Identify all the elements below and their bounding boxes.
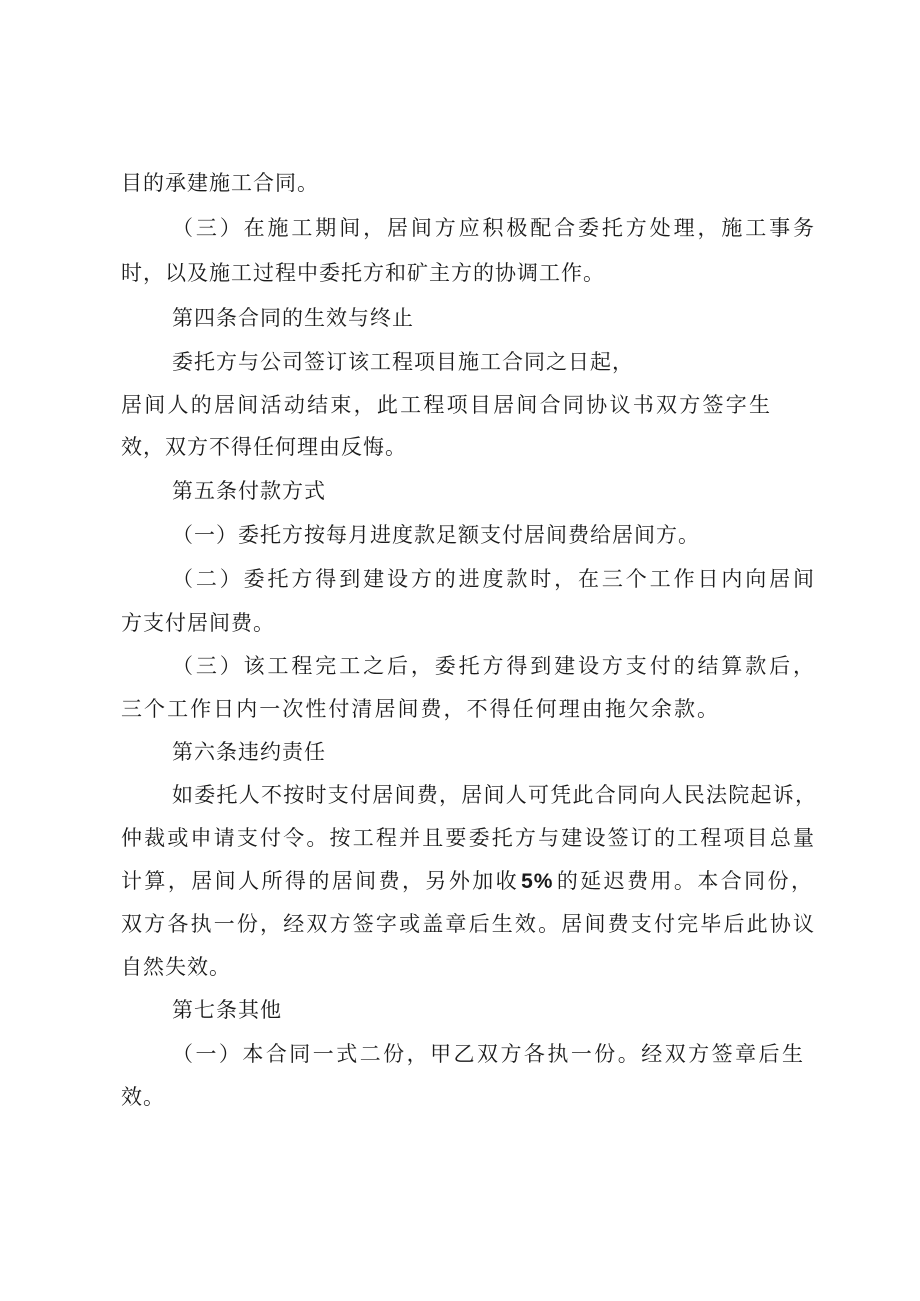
text-line-21: （一）本合同一式二份，甲乙双方各执一份。经双方签章后生: [172, 1042, 804, 1066]
text-line-11: 方支付居间费。: [121, 611, 275, 635]
text-line-5: 委托方与公司签订该工程项目施工合同之日起，: [172, 350, 634, 374]
text-line-17-percent: 5%: [521, 870, 554, 893]
section-heading-5: 第五条付款方式: [172, 479, 326, 503]
text-line-9: （一）委托方按每月进度款足额支付居间费给居间方。: [172, 523, 700, 547]
section-heading-6: 第六条违约责任: [172, 740, 326, 764]
text-line-17-part-b: 的延迟费用。本合同份，: [555, 869, 814, 893]
text-line-13: 三个工作日内一次性付清居间费，不得任何理由拖欠余款。: [121, 697, 719, 721]
text-line-1: 目的承建施工合同。: [121, 171, 319, 195]
text-line-17: [121, 866, 813, 897]
text-line-10: （二）委托方得到建设方的进度款时，在三个工作日内向居间: [172, 567, 815, 591]
text-line-18: 双方各执一份，经双方签字或盖章后生效。居间费支付完毕后此协议: [121, 912, 815, 936]
section-heading-4: 第四条合同的生效与终止: [172, 306, 414, 330]
text-line-16: 仲裁或申请支付令。按工程并且要委托方与建设签订的工程项目总量: [121, 826, 815, 850]
text-line-7: 效，双方不得任何理由反悔。: [121, 435, 407, 459]
text-line-19: 自然失效。: [121, 955, 231, 979]
text-line-12: （三）该工程完工之后，委托方得到建设方支付的结算款后，: [172, 654, 815, 678]
section-heading-7: 第七条其他: [172, 998, 282, 1022]
text-line-3: 时，以及施工过程中委托方和矿主方的协调工作。: [121, 261, 605, 285]
text-line-15: 如委托人不按时支付居间费，居间人可凭此合同向人民法院起诉，: [172, 783, 817, 807]
text-line-2: （三）在施工期间，居间方应积极配合委托方处理，施工事务: [172, 216, 815, 240]
text-line-22: 效。: [121, 1085, 165, 1109]
text-line-17-part-a: 计算，居间人所得的居间费，另外加收: [121, 869, 520, 893]
text-line-6: 居间人的居间活动结束，此工程项目居间合同协议书双方签字生: [121, 393, 771, 417]
